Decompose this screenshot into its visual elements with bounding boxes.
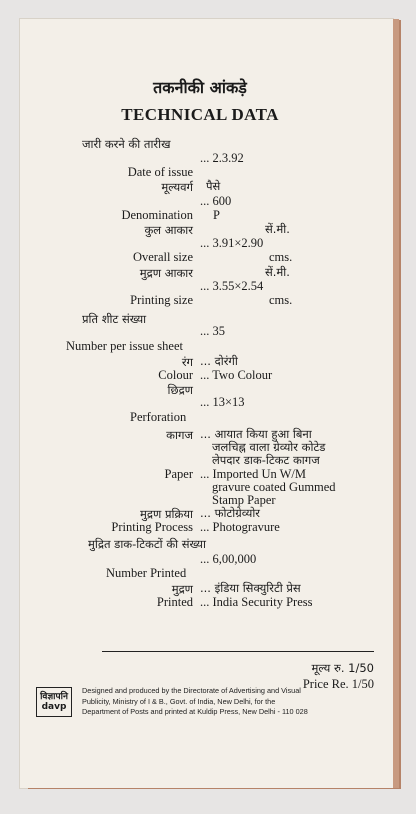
- paper-label: Paper: [164, 467, 193, 481]
- printing-size-label-hindi: मुद्रण आकार: [139, 266, 193, 280]
- paper-value-hindi-2: जलचिह्न वाला ग्रेव्योर कोटेड: [212, 440, 326, 454]
- printed-label: Printed: [156, 595, 193, 609]
- footer-credits: [82, 686, 372, 718]
- davp-logo-text: davp: [41, 702, 67, 712]
- process-value: ... Photogravure: [200, 520, 280, 534]
- printing-size-unit-hindi: सें.मी.: [265, 265, 290, 279]
- paper-value-hindi-3: लेपदार डाक-टिकट कागज: [212, 453, 320, 467]
- colour-value: ... Two Colour: [200, 368, 273, 382]
- number-sheet-label: Number per issue sheet: [66, 339, 183, 353]
- divider-rule: [102, 651, 374, 652]
- paper-value-3: Stamp Paper: [212, 493, 276, 507]
- title-english: TECHNICAL DATA: [121, 105, 279, 124]
- overall-size-unit-hindi: सें.मी.: [265, 222, 290, 236]
- brochure-card: [20, 19, 393, 788]
- davp-logo: [36, 687, 72, 717]
- date-issue-label-hindi: जारी करने की तारीख: [82, 137, 171, 151]
- date-issue-value: ... 2.3.92: [200, 151, 244, 165]
- price-english: Price Re. 1/50: [302, 677, 374, 691]
- printing-size-value: ... 3.55×2.54: [200, 279, 264, 293]
- overall-size-label: Overall size: [132, 250, 193, 264]
- perforation-value: ... 13×13: [200, 395, 245, 409]
- price-hindi: मूल्य रु. 1/50: [311, 661, 374, 675]
- printed-value-hindi: ... इंडिया सिक्युरिटी प्रेस: [200, 581, 301, 595]
- denomination-value: ... 600: [200, 194, 232, 208]
- colour-label-hindi: रंग: [181, 355, 193, 369]
- denomination-label-hindi: मूल्यवर्ग: [161, 180, 193, 194]
- footer-line-2: Publicity, Ministry of I & B., Govt. of India, New Delhi, for the: [82, 696, 276, 706]
- footer-line-1: Designed and produced by the Directorate of Advertising and Visual: [82, 686, 301, 695]
- denomination-label: Denomination: [121, 208, 193, 222]
- perforation-label: Perforation: [130, 410, 187, 424]
- denomination-unit: P: [213, 208, 220, 222]
- number-sheet-value: ... 35: [200, 324, 225, 338]
- printing-size-unit: cms.: [269, 293, 293, 307]
- printed-label-hindi: मुद्रण: [171, 582, 193, 596]
- printing-size-label: Printing size: [130, 293, 193, 307]
- number-printed-value: ... 6,00,000: [200, 552, 257, 566]
- paper-value-1: ... Imported Un W/M: [200, 467, 307, 481]
- footer-line-3: Department of Posts and printed at Kuldip Press, New Delhi - 110 028: [82, 707, 308, 716]
- paper-label-hindi: कागज: [166, 428, 193, 442]
- paper-value-hindi-1: ... आयात किया हुआ बिना: [200, 427, 312, 441]
- process-label-hindi: मुद्रण प्रक्रिया: [140, 507, 193, 521]
- number-printed-label: Number Printed: [106, 566, 187, 580]
- overall-size-label-hindi: कुल आकार: [144, 223, 193, 237]
- paper-value-2: gravure coated Gummed: [212, 480, 336, 494]
- number-printed-label-hindi: मुद्रित डाक-टिकटों की संख्या: [88, 537, 206, 551]
- colour-value-hindi: ... दोरंगी: [200, 354, 238, 368]
- process-value-hindi: ... फोटोग्रेव्योर: [200, 506, 261, 520]
- number-sheet-label-hindi: प्रति शीट संख्या: [82, 312, 147, 326]
- colour-label: Colour: [158, 368, 193, 382]
- overall-size-value: ... 3.91×2.90: [200, 236, 264, 250]
- process-label: Printing Process: [111, 520, 193, 534]
- overall-size-unit: cms.: [269, 250, 293, 264]
- davp-logo-hindi: विज्ञापनि: [40, 692, 68, 702]
- perforation-label-hindi: छिद्रण: [167, 383, 193, 397]
- denomination-value-hindi: पैसे: [206, 179, 221, 193]
- title-hindi: तकनीकी आंकड़े: [153, 78, 247, 97]
- printed-value: ... India Security Press: [200, 595, 313, 609]
- date-issue-label: Date of issue: [127, 165, 193, 179]
